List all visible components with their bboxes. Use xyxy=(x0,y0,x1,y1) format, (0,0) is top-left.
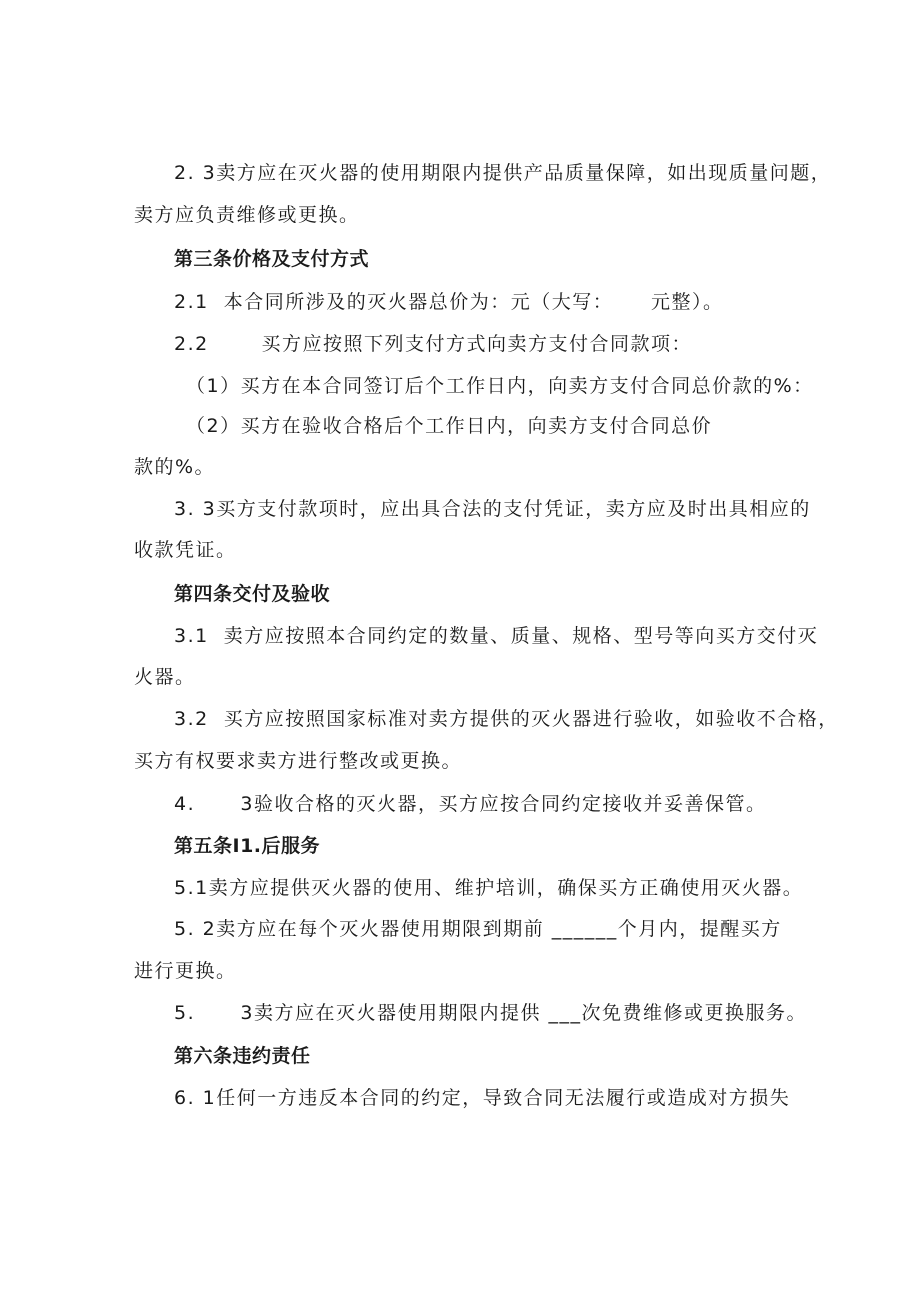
clause-5-3: 5. 3卖方应在灭火器使用期限内提供 ___次免费维修或更换服务。 xyxy=(174,1002,807,1024)
payment-item-2-line-1: （2）买方在验收合格后个工作日内，向卖方支付合同总价 xyxy=(186,415,713,437)
clause-6-1: 6. 1任何一方违反本合同的约定，导致合同无法履行或造成对方损失 xyxy=(174,1087,791,1109)
clause-2-2: 2.2 买方应按照下列支付方式向卖方支付合同款项： xyxy=(174,333,692,355)
clause-3-2-line-2: 买方有权要求卖方进行整改或更换。 xyxy=(134,750,463,772)
payment-item-1: （1）买方在本合同签订后个工作日内，向卖方支付合同总价款的%： xyxy=(186,375,814,397)
article-6-heading: 第六条违约责任 xyxy=(174,1045,311,1067)
clause-5-1: 5.1卖方应提供灭火器的使用、维护培训，确保买方正确使用灭火器。 xyxy=(174,877,804,899)
article-4-heading: 第四条交付及验收 xyxy=(174,583,331,605)
clause-2-1: 2.1 本合同所涉及的灭火器总价为：元（大写： 元整）。 xyxy=(174,291,724,313)
article-3-heading: 第三条价格及支付方式 xyxy=(174,248,370,270)
article-5-heading: 第五条I1.后服务 xyxy=(174,835,321,857)
payment-item-2-line-2: 款的%。 xyxy=(134,456,216,478)
clause-3-1-line-2: 火器。 xyxy=(134,666,196,688)
clause-4-3: 4. 3验收合格的灭火器，买方应按合同约定接收并妥善保管。 xyxy=(174,793,767,815)
clause-5-2-line-2: 进行更换。 xyxy=(134,960,237,982)
clause-3-1-line-1: 3.1 卖方应按照本合同约定的数量、质量、规格、型号等向买方交付灭 xyxy=(174,625,819,647)
clause-5-2-line-1: 5. 2卖方应在每个灭火器使用期限到期前 ______个月内，提醒买方 xyxy=(174,918,782,940)
clause-3-3-line-1: 3. 3买方支付款项时，应出具合法的支付凭证，卖方应及时出具相应的 xyxy=(174,498,811,520)
clause-2-3-line-2: 卖方应负责维修或更换。 xyxy=(134,204,360,226)
clause-2-3-line-1: 2. 3卖方应在灭火器的使用期限内提供产品质量保障，如出现质量问题， xyxy=(174,162,832,184)
clause-3-2-line-1: 3.2 买方应按照国家标准对卖方提供的灭火器进行验收，如验收不合格， xyxy=(174,708,839,730)
clause-3-3-line-2: 收款凭证。 xyxy=(134,539,237,561)
